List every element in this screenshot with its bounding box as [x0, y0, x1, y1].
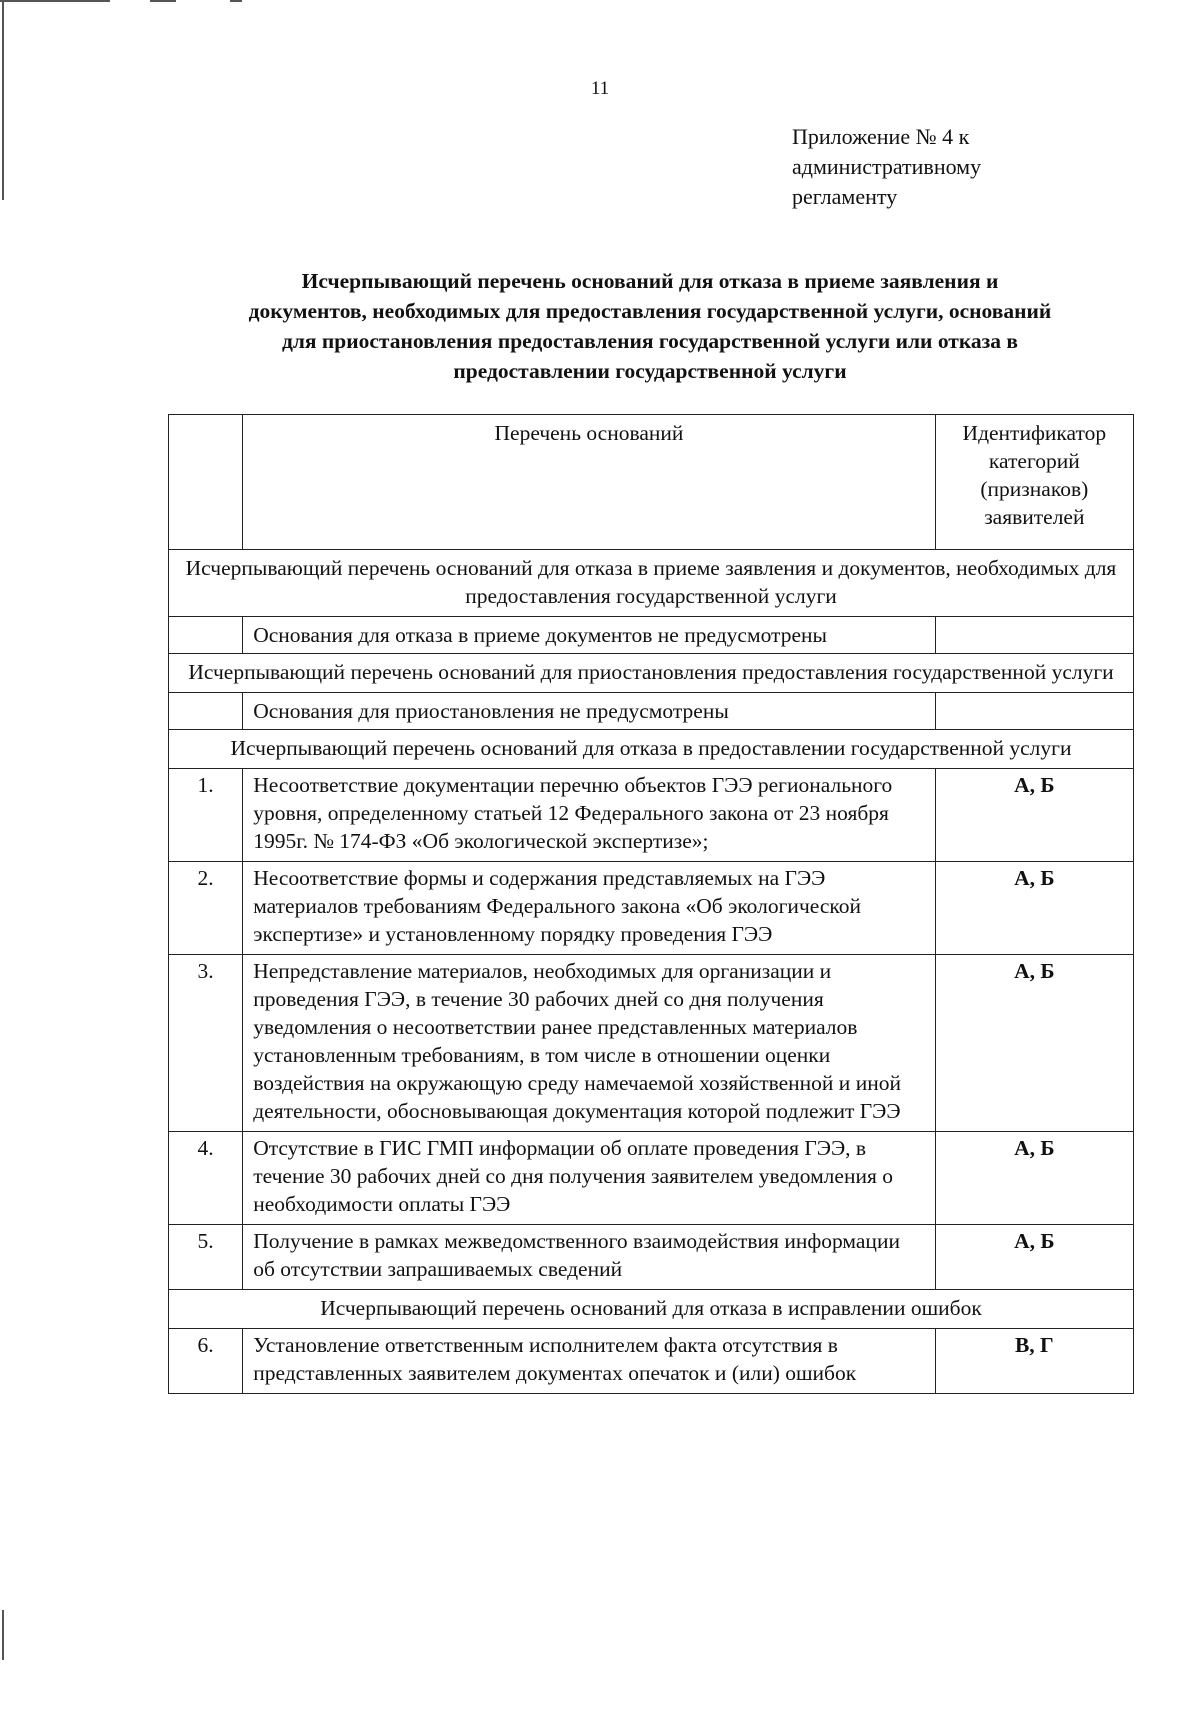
scan-edge-top-dash — [150, 0, 176, 2]
row-num-cell: 2. — [169, 862, 243, 955]
section-heading: Исчерпывающий перечень оснований для отказа в приеме заявления и документов, необходимых для предоставления государственной услуги — [169, 550, 1134, 617]
scan-edge-left-bottom — [2, 1610, 4, 1660]
title-line-2: документов, необходимых для предоставления государственной услуги, оснований — [248, 299, 1052, 323]
row-num-cell — [169, 693, 243, 730]
row-num-cell — [169, 617, 243, 654]
section-row-refusal-correction — [169, 1290, 1134, 1329]
section-row-refusal-reception — [169, 550, 1134, 617]
table-row — [169, 693, 1134, 730]
section-heading: Исчерпывающий перечень оснований для отказа в исправлении ошибок — [169, 1290, 1134, 1329]
section-heading: Исчерпывающий перечень оснований для приостановления предоставления государственной услуги — [169, 654, 1134, 693]
title-line-4: предоставлении государственной услуги — [453, 359, 847, 383]
table-row — [169, 617, 1134, 654]
table-row — [169, 1329, 1134, 1394]
page-number: 11 — [590, 78, 610, 99]
row-identifier-cell: А, Б — [935, 955, 1133, 1132]
row-identifier-cell: А, Б — [935, 1132, 1133, 1225]
row-num-cell: 6. — [169, 1329, 243, 1394]
row-identifier-cell — [935, 617, 1133, 654]
row-text-cell: Непредставление материалов, необходимых для организации и проведения ГЭЭ, в течение 30 рабочих дней со дня получения уведомления о несоответствии ранее представленных материалов установленным требованиям, в том числе в отношении оценки воздействия на окружающую среду намечаемой хозяйственной и иной деятельности, обосновывающая документация которой подлежит ГЭЭ — [243, 955, 935, 1132]
row-num-cell: 4. — [169, 1132, 243, 1225]
title-line-3: для приостановления предоставления государственной услуги или отказа в — [281, 329, 1019, 353]
appendix-note — [792, 122, 981, 212]
table-row — [169, 955, 1134, 1132]
document-title — [170, 266, 1130, 386]
appendix-line-2: административному — [792, 154, 982, 179]
table-row — [169, 769, 1134, 862]
row-identifier-cell — [935, 693, 1133, 730]
row-identifier-cell: В, Г — [935, 1329, 1133, 1394]
row-identifier-cell: А, Б — [935, 769, 1133, 862]
row-identifier-cell: А, Б — [935, 862, 1133, 955]
row-text-cell: Несоответствие документации перечню объектов ГЭЭ регионального уровня, определенному статьей 12 Федерального закона от 23 ноября 1995г. № 174-ФЗ «Об экологической экспертизе»; — [243, 769, 935, 862]
scan-edge-top — [0, 0, 110, 2]
grounds-table — [168, 414, 1134, 1394]
row-identifier-cell: А, Б — [935, 1225, 1133, 1290]
title-line-1: Исчерпывающий перечень оснований для отказа в приеме заявления и — [301, 269, 999, 293]
header-identifier-cell: Идентификатор категорий (признаков) заявителей — [935, 415, 1133, 550]
row-text-cell: Основания для приостановления не предусмотрены — [243, 693, 935, 730]
row-num-cell: 3. — [169, 955, 243, 1132]
table-row — [169, 862, 1134, 955]
row-text-cell: Основания для отказа в приеме документов не предусмотрены — [243, 617, 935, 654]
appendix-line-1: Приложение № 4 к — [792, 124, 970, 149]
appendix-line-3: регламенту — [792, 184, 898, 209]
header-grounds-cell: Перечень оснований — [243, 415, 935, 550]
section-row-suspension — [169, 654, 1134, 693]
scan-edge-top-dash-2 — [230, 0, 242, 2]
section-heading: Исчерпывающий перечень оснований для отказа в предоставлении государственной услуги — [169, 730, 1134, 769]
header-num-cell — [169, 415, 243, 550]
section-row-refusal-service — [169, 730, 1134, 769]
row-text-cell: Отсутствие в ГИС ГМП информации об оплате проведения ГЭЭ, в течение 30 рабочих дней со дня получения заявителем уведомления о необходимости оплаты ГЭЭ — [243, 1132, 935, 1225]
row-text-cell: Несоответствие формы и содержания представляемых на ГЭЭ материалов требованиям Федерального закона «Об экологической экспертизе» и установленному порядку проведения ГЭЭ — [243, 862, 935, 955]
table-header-row — [169, 415, 1134, 550]
row-num-cell: 5. — [169, 1225, 243, 1290]
scan-edge-left — [2, 0, 4, 200]
table-row — [169, 1132, 1134, 1225]
row-text-cell: Установление ответственным исполнителем факта отсутствия в представленных заявителем документах опечаток и (или) ошибок — [243, 1329, 935, 1394]
row-num-cell: 1. — [169, 769, 243, 862]
row-text-cell: Получение в рамках межведомственного взаимодействия информации об отсутствии запрашиваемых сведений — [243, 1225, 935, 1290]
table-row — [169, 1225, 1134, 1290]
